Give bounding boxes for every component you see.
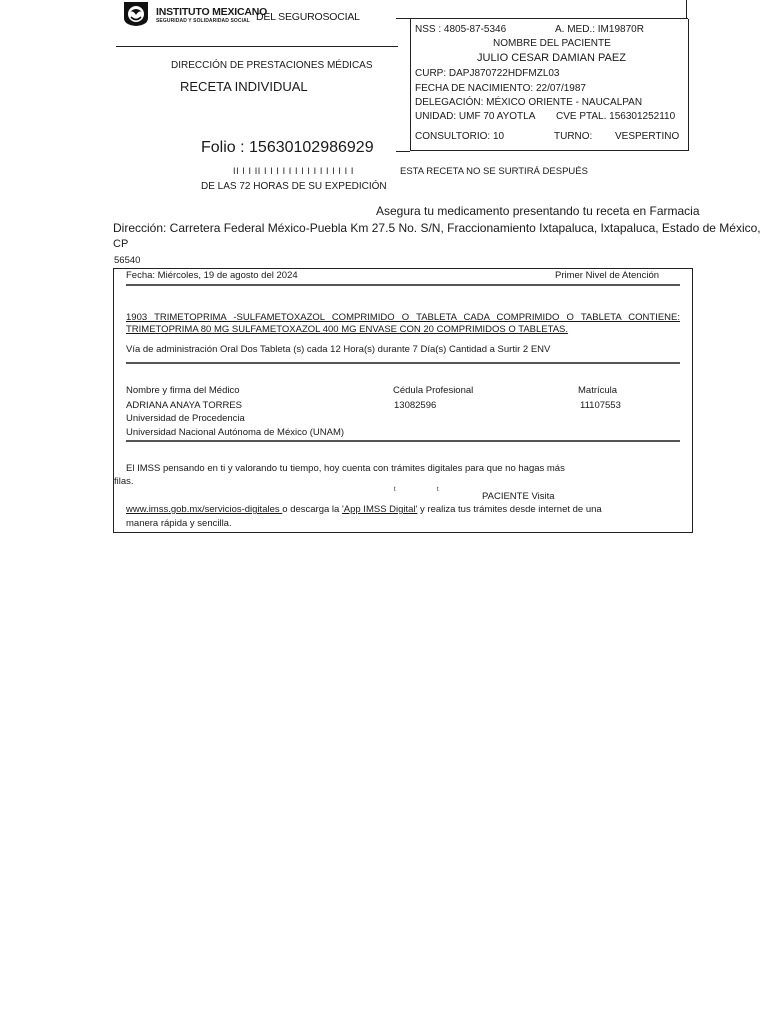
patient-box-tick: [686, 0, 687, 19]
medication-line1: 1903 TRIMETOPRIMA -SULFAMETOXAZOL COMPRIMIDO O TABLETA CADA COMPRIMIDO O TABLETA CONTIENE:: [126, 312, 680, 323]
doctor-university: Universidad Nacional Autónoma de México (UNAM): [126, 427, 345, 438]
patient-a-med: A. MED.: IM19870R: [555, 24, 644, 35]
footer-line2: filas.: [114, 476, 134, 487]
patient-birth-date: FECHA DE NACIMIENTO: 22/07/1987: [415, 83, 586, 94]
footer-line4: manera rápida y sencilla.: [126, 518, 232, 529]
university-label: Universidad de Procedencia: [126, 413, 245, 424]
expiry-notice-line2: DE LAS 72 HORAS DE SU EXPEDICIÓN: [201, 181, 387, 192]
app-imss-digital-link[interactable]: 'App IMSS Digital': [341, 504, 418, 515]
cedula-label: Cédula Profesional: [393, 385, 474, 396]
doctor-matricula: 11107553: [580, 400, 621, 411]
footer-line1: El IMSS pensando en ti y valorando tu tiempo, hoy cuenta con trámites digitales para que no hagas más: [126, 463, 565, 474]
imss-eagle-icon: [122, 0, 150, 27]
patient-unidad: UNIDAD: UMF 70 AYOTLA: [415, 111, 536, 122]
patient-turno: VESPERTINO: [615, 131, 680, 142]
postal-code: 56540: [114, 255, 141, 266]
patient-name-label: NOMBRE DEL PACIENTE: [493, 38, 611, 49]
institution-name: INSTITUTO MEXICANO: [156, 6, 268, 18]
footer-line3: [126, 504, 602, 515]
administration-instructions: Vía de administración Oral Dos Tableta (s) cada 12 Hora(s) durante 7 Día(s) Cantidad a Surtir 2 ENV: [126, 344, 551, 355]
patient-box: [410, 19, 689, 151]
separator-1: [126, 284, 680, 286]
institution-extra: DEL SEGUROSOCIAL: [256, 11, 360, 23]
header-divider: [116, 46, 398, 47]
expiry-notice-line1: ESTA RECETA NO SE SURTIRÁ DESPUÉS: [400, 166, 588, 177]
patient-visit-text: PACIENTE Visita: [482, 491, 555, 502]
separator-2: [126, 362, 680, 364]
footer-mid-text: o descarga la: [282, 504, 342, 515]
patient-consultorio: CONSULTORIO: 10: [415, 131, 505, 142]
address-line1: Dirección: Carretera Federal México-Puebla Km 27.5 No. S/N, Fraccionamiento Ixtapaluca, Ixtapaluca, Estado de México,: [113, 221, 761, 235]
patient-nss: NSS : 4805-87-5346: [415, 24, 507, 35]
folio-connector-line: [396, 151, 410, 152]
doctor-cedula: 13082596: [394, 400, 437, 411]
footer-mark-2: t: [437, 487, 439, 493]
prescription-box: [113, 268, 693, 533]
department-title: DIRECCIÓN DE PRESTACIONES MÉDICAS: [171, 60, 373, 71]
doctor-name-label: Nombre y firma del Médico: [126, 385, 240, 396]
pharmacy-notice: Asegura tu medicamento presentando tu receta en Farmacia: [376, 204, 700, 218]
separator-3: [126, 440, 680, 442]
address-line2: CP: [113, 238, 129, 250]
medication-line2: TRIMETOPRIMA 80 MG SULFAMETOXAZOL 400 MG ENVASE CON 20 COMPRIMIDOS O TABLETAS.: [126, 324, 569, 335]
digital-services-link[interactable]: www.imss.gob.mx/servicios-digitales: [126, 504, 283, 515]
footer-end-text: y realiza tus trámites desde internet de una: [417, 504, 602, 515]
care-level: Primer Nivel de Atención: [555, 270, 660, 281]
folio-number: Folio : 15630102986929: [201, 139, 374, 156]
patient-turno-label: TURNO:: [554, 131, 593, 142]
matricula-label: Matrícula: [578, 385, 618, 396]
doctor-name: ADRIANA ANAYA TORRES: [126, 400, 242, 411]
prescription-date: Fecha: Miércoles, 19 de agosto del 2024: [126, 270, 298, 281]
patient-curp: CURP: DAPJ870722HDFMZL03: [415, 68, 560, 79]
patient-cve-ptal: CVE PTAL. 156301252110: [556, 111, 676, 122]
patient-name: JULIO CESAR DAMIAN PAEZ: [477, 52, 626, 64]
footer-mark-1: t: [394, 487, 396, 493]
institution-subtitle: SEGURIDAD Y SOLIDARIDAD SOCIAL: [156, 18, 250, 24]
patient-delegacion: DELEGACIÓN: MÉXICO ORIENTE - NAUCALPAN: [415, 97, 643, 108]
document-type: RECETA INDIVIDUAL: [180, 79, 308, 94]
barcode: II I I II I I I I I I I I I I I I I I I: [233, 166, 354, 176]
